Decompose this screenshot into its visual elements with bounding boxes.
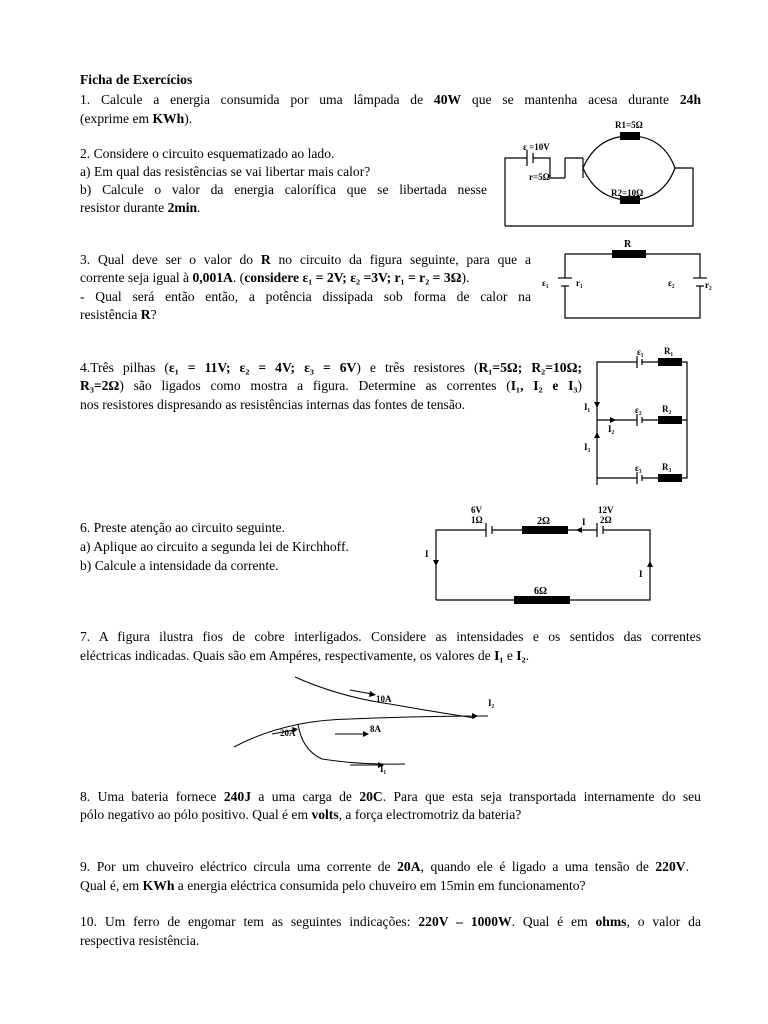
e2-label: ε₂ <box>668 278 675 288</box>
current-top-label: I <box>582 517 586 527</box>
emf-label: ε =10V <box>523 142 550 152</box>
v2-label: 12V <box>598 505 614 515</box>
i1-label: I₁ <box>380 764 387 774</box>
r3-label: R₃ <box>662 462 672 472</box>
question-9-line1: 9. Por um chuveiro eléctrico circula uma corrente de 20A, quando ele é ligado a uma tensão de 220V. <box>80 859 689 874</box>
i2-label: I₂ <box>608 424 615 434</box>
current-8a-label: 8A <box>370 724 381 734</box>
question-7-line1: 7. A figura ilustra fios de cobre interligados. Considere as intensidades e os sentidos das correntes <box>80 629 701 644</box>
r-bottom-label: 6Ω <box>534 586 548 597</box>
question-6-line2: a) Aplique ao circuito a segunda lei de Kirchhoff. <box>80 539 349 554</box>
i2-label: I₂ <box>488 698 495 708</box>
current-left-label: I <box>425 549 429 559</box>
question-7-line2: eléctricas indicadas. Quais são em Ampéres, respectivamente, os valores de I₁ e I₂. <box>80 648 530 663</box>
r-label: 2Ω <box>537 516 551 527</box>
r2-label: R₂ <box>662 404 672 414</box>
wires-q7-figure <box>230 672 510 777</box>
question-8-line1: 8. Uma bateria fornece 240J a uma carga de 20C. Para que esta seja transportada internamente do seu <box>80 789 701 804</box>
e2-label: ε₂ <box>635 405 642 415</box>
r1-label: r₁ <box>576 278 583 288</box>
question-2-line3: b) Calcule o valor da energia calorífica que se libertada nesse <box>80 182 487 197</box>
question-3-line3: - Qual será então então, a potência dissipada sob forma de calor na <box>80 289 531 304</box>
question-4-line1: 4.Três pilhas (ε₁ = 11V; ε₂ = 4V; ε₃ = 6V) e três resistores (R₁=5Ω; R₂=10Ω; <box>80 360 582 375</box>
question-3-line1: 3. Qual deve ser o valor do R no circuito da figura seguinte, para que a <box>80 252 532 267</box>
circuit-q6-figure <box>422 505 662 605</box>
i3-label: I₃ <box>584 442 591 452</box>
internal-resistance-label: r=5Ω <box>529 172 550 182</box>
v1-label: 6V <box>471 505 482 515</box>
r1-label: 1Ω <box>471 515 483 525</box>
question-2-line4: resistor durante 2min. <box>80 200 201 215</box>
circuit-q2-figure <box>505 118 695 230</box>
i1-label: I₁ <box>584 402 591 412</box>
question-4-line3: nos resistores dispresando as resistências internas das fontes de tensão. <box>80 397 466 412</box>
question-2-line1: 2. Considere o circuito esquematizado ao lado. <box>80 146 335 161</box>
current-10a-label: 10A <box>376 694 392 704</box>
r2-label: R2=10Ω <box>611 188 644 198</box>
e3-label: ε₃ <box>635 463 642 473</box>
r2-label: 2Ω <box>600 515 612 525</box>
r2-label: r₂ <box>705 280 712 290</box>
question-1: 1. Calcule a energia consumida por uma lâmpada de 40W que se mantenha acesa durante 24h <box>80 92 701 107</box>
question-6-line3: b) Calcule a intensidade da corrente. <box>80 558 279 573</box>
question-3-line2: corrente seja igual à 0,001A. (considere ε₁ = 2V; ε₂ =3V; r₁ = r₂ = 3Ω). <box>80 270 470 285</box>
circuit-q3-figure <box>540 236 718 322</box>
r-label: R <box>624 239 632 250</box>
question-10-line2: respectiva resistência. <box>80 933 200 948</box>
e1-label: ε₁ <box>637 347 644 357</box>
question-10-line1: 10. Um ferro de engomar tem as seguintes indicações: 220V – 1000W. Qual é em ohms, o valor da <box>80 914 702 929</box>
r1-label: R1=5Ω <box>615 120 643 130</box>
question-6-line1: 6. Preste atenção ao circuito seguinte. <box>80 520 285 535</box>
current-20a-label: 20A <box>280 728 296 738</box>
question-2-line2: a) Em qual das resistências se vai libertar mais calor? <box>80 164 371 179</box>
question-3-line4: resistência R? <box>80 307 157 322</box>
question-4-line2: R₃=2Ω) são ligados como mostra a figura. Determine as correntes (I₁, I₂ e I₃) <box>80 378 582 393</box>
question-9-line2: Qual é, em KWh a energia eléctrica consumida pelo chuveiro em 15min em funcionamento? <box>80 878 586 893</box>
question-1-cont: (exprime em KWh). <box>80 111 193 126</box>
question-8-line2: pólo negativo ao pólo positivo. Qual é em volts, a força electromotriz da bateria? <box>80 807 522 822</box>
circuit-q4-figure <box>582 340 697 490</box>
current-right-label: I <box>639 569 643 579</box>
r1-label: R₁ <box>664 346 674 356</box>
e1-label: ε₁ <box>542 278 549 288</box>
page-title: Ficha de Exercícios <box>80 72 193 87</box>
